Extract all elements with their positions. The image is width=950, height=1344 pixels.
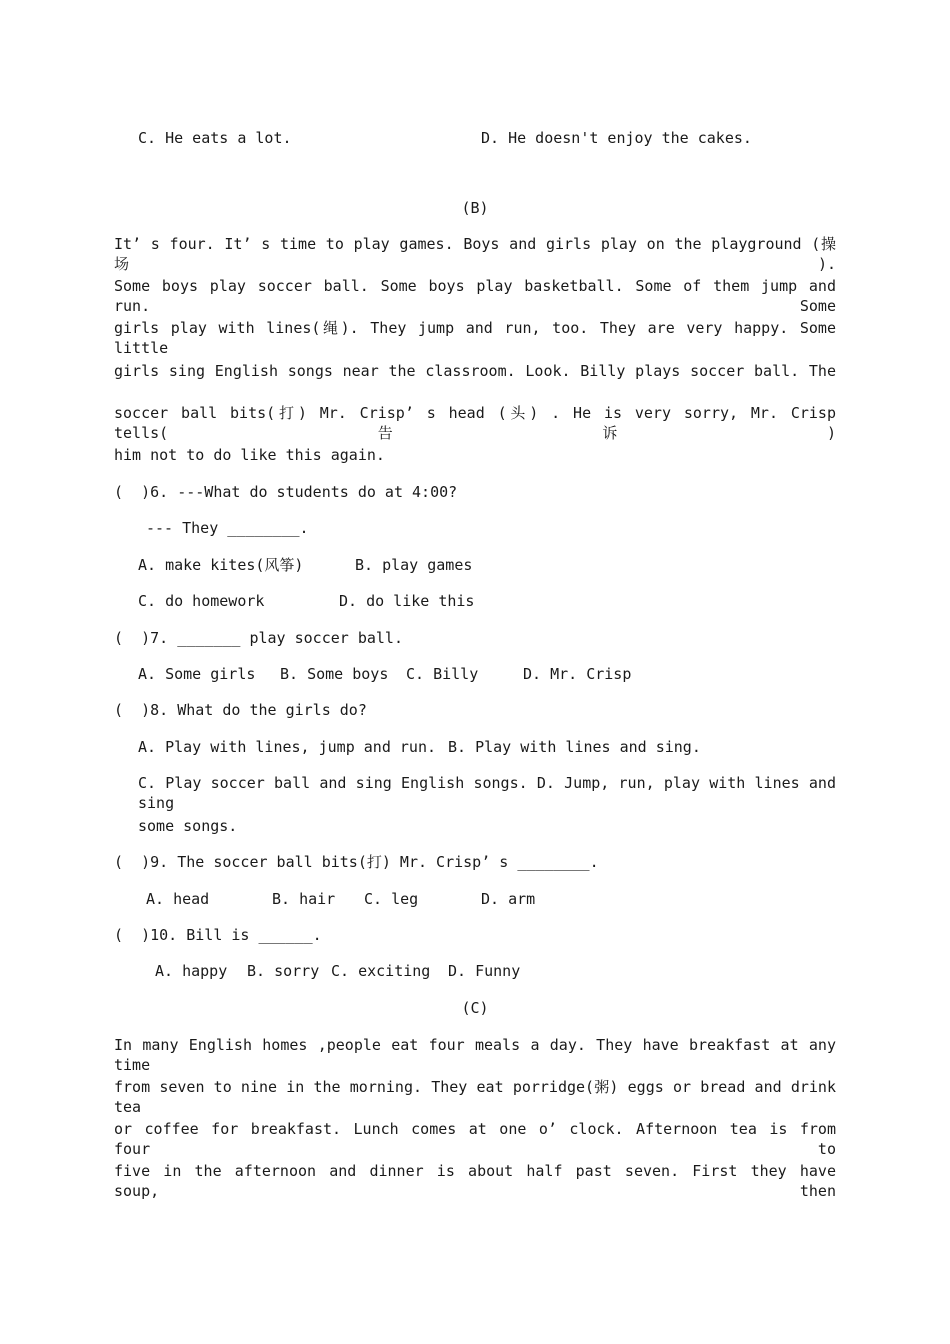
question-10-option-b: B. sorry bbox=[247, 962, 320, 980]
option-c-top: C. He eats a lot. bbox=[138, 129, 292, 147]
passage-c-line-1: In many English homes ,people eat four meals a day. They have breakfast at any time bbox=[114, 1036, 836, 1074]
passage-b-line-2: Some boys play soccer ball. Some boys play basketball. Some of them jump and run. Some bbox=[114, 277, 836, 315]
question-6-stem: ( )6. ---What do students do at 4:00? bbox=[114, 483, 458, 501]
section-c-heading: (C) bbox=[461, 999, 489, 1017]
question-8-option-b: B. Play with lines and sing. bbox=[448, 738, 701, 756]
question-8-option-a: A. Play with lines, jump and run. bbox=[138, 738, 437, 756]
passage-c-line-3: or coffee for breakfast. Lunch comes at one o’ clock. Afternoon tea is from four to bbox=[114, 1120, 836, 1158]
passage-c-line-2: from seven to nine in the morning. They eat porridge(粥) eggs or bread and drink tea bbox=[114, 1078, 836, 1116]
question-7-option-c: C. Billy bbox=[406, 665, 479, 683]
passage-b-line-1: It’ s four. It’ s time to play games. Boys and girls play on the playground (操场). bbox=[114, 235, 836, 273]
question-6-option-d: D. do like this bbox=[339, 592, 475, 610]
option-d-top: D. He doesn't enjoy the cakes. bbox=[481, 129, 752, 147]
question-10-option-a: A. happy bbox=[155, 962, 228, 980]
passage-b-line-3: girls play with lines(绳). They jump and run, too. They are very happy. Some little bbox=[114, 319, 836, 357]
question-8-options-cd-cont: some songs. bbox=[138, 817, 238, 835]
question-9-stem: ( )9. The soccer ball bits(打) Mr. Crisp’ s ________. bbox=[114, 853, 599, 871]
question-6-answer: --- They ________. bbox=[146, 519, 309, 537]
question-7-option-d: D. Mr. Crisp bbox=[523, 665, 632, 683]
question-10-stem: ( )10. Bill is ______. bbox=[114, 926, 322, 944]
question-9-option-b: B. hair bbox=[272, 890, 336, 908]
question-8-stem: ( )8. What do the girls do? bbox=[114, 701, 367, 719]
question-7-option-a: A. Some girls bbox=[138, 665, 256, 683]
passage-b-line-5: soccer ball bits(打) Mr. Crisp’ s head (头) . He is very sorry, Mr. Crisp tells(告诉) bbox=[114, 404, 836, 442]
question-7-option-b: B. Some boys bbox=[280, 665, 389, 683]
passage-b-line-4: girls sing English songs near the classroom. Look. Billy plays soccer ball. The bbox=[114, 362, 836, 380]
section-b-heading: (B) bbox=[461, 199, 489, 217]
passage-c-line-4: five in the afternoon and dinner is about half past seven. First they have soup, then bbox=[114, 1162, 836, 1200]
question-6-option-c: C. do homework bbox=[138, 592, 265, 610]
question-10-option-c: C. exciting bbox=[331, 962, 431, 980]
question-10-option-d: D. Funny bbox=[448, 962, 521, 980]
question-7-stem: ( )7. _______ play soccer ball. bbox=[114, 629, 403, 647]
question-6-option-a: A. make kites(风筝) bbox=[138, 556, 304, 574]
passage-b-line-6: him not to do like this again. bbox=[114, 446, 385, 464]
question-9-option-c: C. leg bbox=[364, 890, 419, 908]
question-8-options-cd: C. Play soccer ball and sing English songs. D. Jump, run, play with lines and sing bbox=[138, 774, 836, 812]
question-6-option-b: B. play games bbox=[355, 556, 473, 574]
question-9-option-a: A. head bbox=[146, 890, 210, 908]
question-9-option-d: D. arm bbox=[481, 890, 536, 908]
